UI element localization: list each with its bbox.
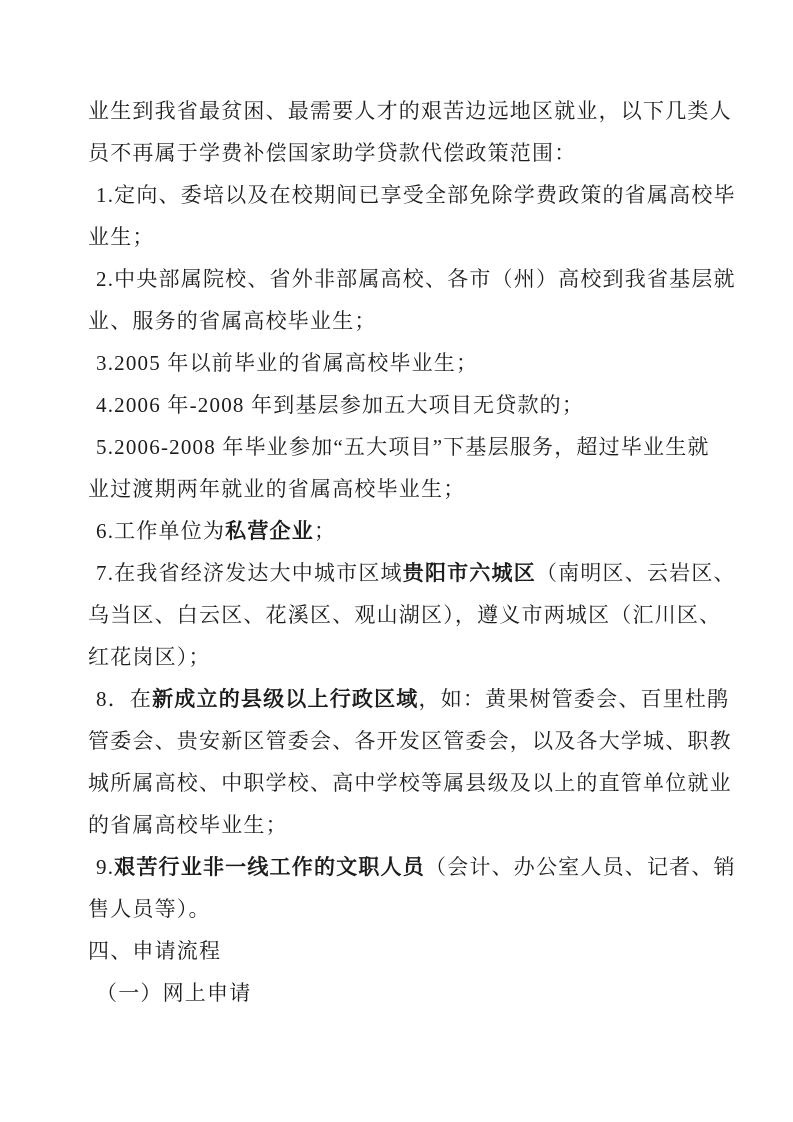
text-segment: 6.工作单位为 <box>96 519 226 543</box>
text-segment: 员不再属于学费补偿国家助学贷款代偿政策范围： <box>88 141 577 165</box>
text-segment: 业、服务的省属高校毕业生； <box>88 309 377 333</box>
text-segment: （一）网上申请 <box>96 981 252 1005</box>
text-segment: 四、申请流程 <box>88 939 222 963</box>
text-segment: 业生到我省最贫困、最需要人才的艰苦边远地区就业，以下几类人 <box>88 99 732 123</box>
bold-text-segment: 艰苦行业非一线工作的文职人员 <box>114 855 425 879</box>
text-segment: 2.中央部属院校、省外非部属高校、各市（州）高校到我省基层就 <box>96 267 736 291</box>
text-line <box>88 384 713 426</box>
text-line <box>88 552 736 594</box>
document-body <box>88 90 736 1014</box>
text-line <box>88 888 713 930</box>
text-line <box>88 930 713 972</box>
text-line <box>88 468 713 510</box>
text-segment: 1.定向、委培以及在校期间已享受全部免除学费政策的省属高校毕 <box>96 183 736 207</box>
text-line <box>88 300 713 342</box>
text-segment: 售人员等）。 <box>88 897 211 921</box>
text-line <box>88 720 732 762</box>
text-line <box>88 258 736 300</box>
text-segment: （南明区、云岩区、 <box>535 561 736 585</box>
text-line <box>88 804 713 846</box>
text-segment: 3.2005 年以前毕业的省属高校毕业生； <box>96 351 479 375</box>
text-segment: 5.2006-2008 年毕业参加“五大项目”下基层服务，超过毕业生就 <box>96 435 710 459</box>
text-segment: 业过渡期两年就业的省属高校毕业生； <box>88 477 466 501</box>
text-segment: 的省属高校毕业生； <box>88 813 288 837</box>
text-segment: 乌当区、白云区、花溪区、观山湖区），遵义市两城区（汇川区、 <box>88 603 722 627</box>
bold-text-segment: 贵阳市六城区 <box>402 561 536 585</box>
bold-text-segment: 新成立的县级以上行政区域 <box>152 687 419 711</box>
text-line <box>88 216 713 258</box>
text-line <box>88 636 713 678</box>
text-line <box>88 342 713 384</box>
text-line <box>88 426 713 468</box>
text-segment: 城所属高校、中职学校、高中学校等属县级及以上的直管单位就业 <box>88 771 732 795</box>
text-line <box>88 972 713 1014</box>
text-segment: 业生； <box>88 225 155 249</box>
bold-text-segment: 私营企业 <box>225 519 314 543</box>
text-line <box>88 510 713 552</box>
text-line <box>88 594 722 636</box>
text-segment: 红花岗区）； <box>88 645 211 669</box>
text-segment: 管委会、贵安新区管委会、各开发区管委会，以及各大学城、职教 <box>88 729 732 753</box>
text-segment: （会计、办公室人员、记者、销 <box>424 855 736 879</box>
text-segment: 9. <box>96 855 115 879</box>
text-line <box>88 846 736 888</box>
text-line <box>88 132 713 174</box>
text-segment: 8．在 <box>96 687 153 711</box>
text-segment: ，如：黄果树管委会、百里杜鹃 <box>418 687 730 711</box>
text-line <box>88 762 732 804</box>
text-segment: 7.在我省经济发达大中城市区域 <box>96 561 403 585</box>
text-line <box>88 90 732 132</box>
text-line <box>88 678 730 720</box>
text-segment: 4.2006 年-2008 年到基层参加五大项目无贷款的； <box>96 393 585 417</box>
text-segment: ； <box>313 519 337 543</box>
text-line <box>88 174 736 216</box>
